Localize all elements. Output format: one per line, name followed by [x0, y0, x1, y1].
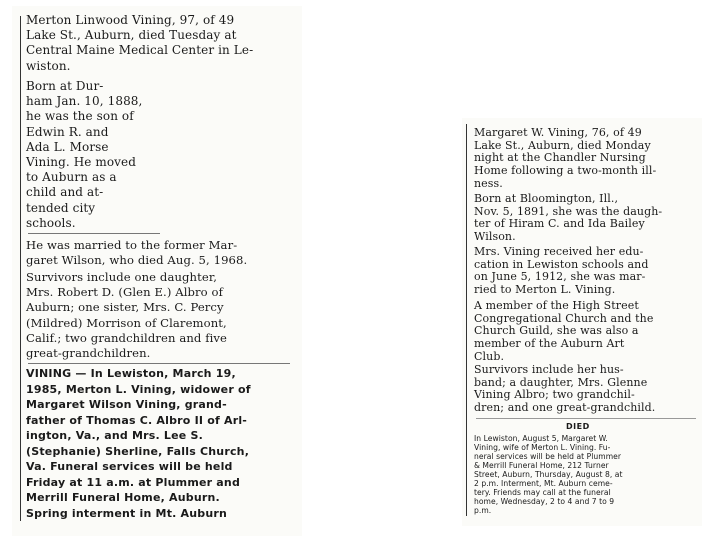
obituary-membership-paragraph: A member of the High Street Congregational Church and the Church Guild, she was also a member of the Auburn Art Club. [474, 299, 654, 363]
obituary-birth-paragraph: Born at Bloomington, Ill., Nov. 5, 1891, she was the daugh- ter of Hiram C. and Ida Bailey Wilson. [474, 192, 663, 244]
obituary-birth-paragraph: Born at Dur- ham Jan. 10, 1888, he was the son of Edwin R. and Ada L. Morse Vining. He moved to Auburn as a child and at- tended city schools. [26, 79, 143, 230]
paragraph-divider [476, 418, 696, 419]
paragraph-divider [28, 363, 290, 364]
obituary-lead-paragraph: Merton Linwood Vining, 97, of 49 Lake St., Auburn, died Tuesday at Central Maine Medical Center in Le- wiston. [26, 13, 254, 73]
column-rule [20, 16, 21, 521]
obituary-marriage-paragraph: He was married to the former Mar- garet Wilson, who died Aug. 5, 1968. [26, 238, 248, 267]
death-notice-paragraph: VINING — In Lewiston, March 19, 1985, Merton L. Vining, widower of Margaret Wilson Vining, grand- father of Thomas C. Albro II of Arl- ington, Va., and Mrs. Lee S. (Stephanie) Sherline, Falls Church, Va. Funeral services will be held Friday at 11 a.m. at Plummer and Merrill Funeral Home, Auburn. Spring interment in Mt. Auburn [26, 367, 251, 520]
obituary-clipping-margaret [462, 118, 702, 526]
column-rule [466, 124, 467, 516]
death-notice-paragraph: In Lewiston, August 5, Margaret W. Vining, wife of Merton L. Vining. Fu- neral services will be held at Plummer & Merrill Funeral Home, 212 Turner Street, Auburn, Thursday, August 8, at 2 p.m. Interment, Mt. Auburn ceme- tery. Friends may call at the funeral home, Wednesday, 2 to 4 and 7 to 9 p.m. [474, 434, 623, 515]
obituary-survivors-paragraph: Survivors include her hus- band; a daughter, Mrs. Glenne Vining Albro; two grandchil- dren; and one great-grandchild. [474, 363, 656, 415]
obituary-education-paragraph: Mrs. Vining received her edu- cation in Lewiston schools and on June 5, 1912, she was mar- ried to Merton L. Vining. [474, 245, 649, 297]
died-heading: DIED [566, 422, 590, 431]
paragraph-divider [28, 233, 160, 234]
obituary-lead-paragraph: Margaret W. Vining, 76, of 49 Lake St., Auburn, died Monday night at the Chandler Nursing Home following a two-month ill- ness. [474, 126, 657, 190]
obituary-clipping-merton [12, 6, 302, 536]
obituary-survivors-paragraph: Survivors include one daughter, Mrs. Robert D. (Glen E.) Albro of Auburn; one sister, Mrs. C. Percy (Mildred) Morrison of Claremont, Calif.; two grandchildren and five great-grandchildren. [26, 270, 228, 361]
